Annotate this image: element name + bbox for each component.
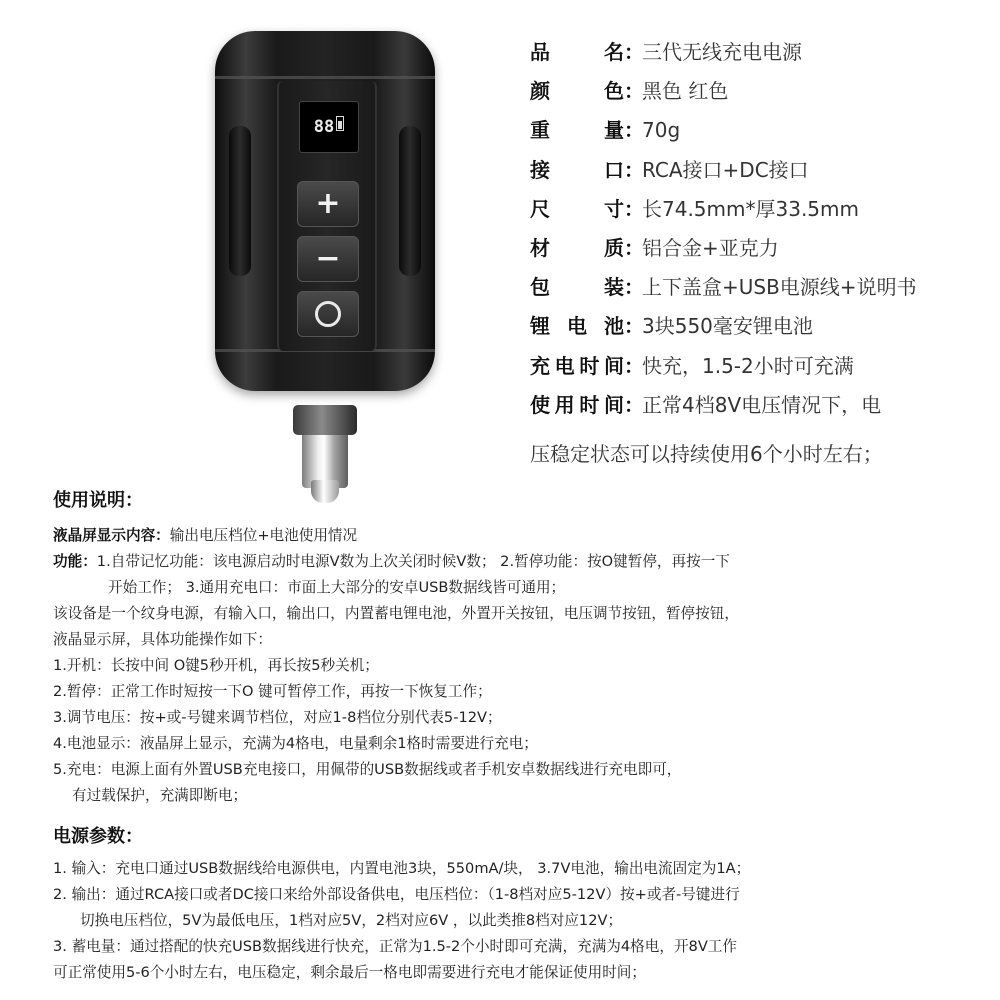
spec-label-char: 颜: [530, 79, 550, 104]
spec-label-char: 重: [530, 118, 550, 143]
spec-value: 三代无线充电电源: [642, 40, 802, 64]
spec-value: 3块550毫安锂电池: [642, 314, 813, 339]
spec-row: [530, 392, 990, 434]
param-output: 2. 输出：通过RCA接口或者DC接口来给外部设备供电，电压档位：（1-8档对应5-12V）按+或者-号键进行: [53, 886, 740, 903]
spec-row: [530, 316, 990, 355]
spec-colon: ：: [624, 235, 644, 260]
spec-label: [530, 353, 624, 378]
spec-colon: ：: [624, 392, 644, 417]
lcd-display: [299, 101, 359, 153]
spec-row: [530, 157, 990, 199]
spec-row: [530, 277, 990, 316]
minus-button: [297, 236, 359, 282]
step-charging-line-2: 有过载保护，充满即断电；: [72, 787, 248, 804]
spec-colon: ：: [624, 314, 644, 339]
spec-value: 长74.5mm*厚33.5mm: [642, 196, 859, 221]
battery-icon: [336, 116, 344, 131]
power-supply-body: [215, 31, 435, 391]
spec-label: [530, 118, 624, 143]
description-line-2: 液晶显示屏，具体功能操作如下：: [53, 631, 272, 648]
spec-value: 上下盖盒+USB电源线+说明书: [642, 275, 917, 300]
spec-colon: ：: [624, 196, 644, 221]
param-input: 1. 输入：充电口通过USB数据线给电源供电，内置电池3块，550mA/块， 3.7V电池，输出电流固定为1A；: [53, 860, 751, 877]
param-output-line-2: 切换电压档位，5V为最低电压，1档对应5V，2档对应6V ，以此类推8档对应12V；: [80, 912, 623, 929]
spec-row: [530, 81, 990, 120]
function-label: 功能：: [53, 553, 97, 570]
usage-heading: 使用说明：: [53, 490, 143, 511]
spec-label-char: 用: [554, 392, 575, 417]
spec-value: RCA接口+DC接口: [642, 157, 809, 182]
control-panel: [277, 81, 377, 351]
spec-label: [530, 196, 624, 221]
spec-label-char: 间: [603, 392, 624, 417]
spec-value: 黑色 红色: [642, 79, 729, 104]
spec-label: [530, 42, 624, 62]
spec-value-continuation: 压稳定状态可以持续使用6个小时左右；: [530, 442, 883, 466]
spec-row: [530, 353, 990, 395]
spec-label-char: 尺: [530, 196, 550, 221]
function-line-2: 开始工作； 3.通用充电口：市面上大部分的安卓USB数据线皆可通用；: [108, 579, 566, 596]
description-line-1: 该设备是一个纹身电源，有输入口，输出口，内置蓄电锂电池，外置开关按钮，电压调节按钮，暂停按钮，: [53, 605, 739, 622]
spec-label-char: 材: [530, 235, 550, 260]
lcd-line: [53, 524, 357, 545]
spec-label-char: 色: [604, 79, 624, 104]
spec-label-char: 质: [604, 235, 624, 260]
spec-label-char: 接: [530, 157, 550, 182]
spec-row: [530, 120, 990, 159]
spec-label-char: 量: [604, 118, 624, 143]
spec-label-char: 电: [567, 314, 587, 339]
spec-label-char: 锂: [530, 314, 550, 339]
rca-plug-tip: [311, 480, 339, 503]
param-capacity-line-2: 可正常使用5-6个小时左右，电压稳定，剩余最后一格电即需要进行充电才能保证使用时间；: [53, 964, 646, 981]
spec-label-char: 充: [530, 353, 550, 378]
spec-list: [530, 42, 990, 434]
spec-value: 正常4档8V电压情况下，电: [642, 392, 882, 417]
step-pause: 2.暂停：正常工作时短按一下O 键可暂停工作，再按一下恢复工作；: [53, 683, 492, 700]
spec-label-char: 电: [554, 353, 575, 378]
spec-colon: ：: [624, 353, 644, 378]
spec-label-char: 寸: [604, 196, 624, 221]
right-grip: [399, 126, 421, 276]
spec-label-char: 装: [604, 275, 624, 300]
left-grip: [229, 126, 251, 276]
minus-icon: −: [315, 241, 341, 276]
rca-plug-collar: [293, 405, 357, 435]
spec-label-char: 名: [604, 40, 624, 64]
spec-colon: ：: [624, 79, 644, 104]
function-line: [53, 550, 730, 571]
params-heading: 电源参数：: [53, 826, 143, 847]
spec-colon: ：: [624, 157, 644, 182]
power-ring-icon: [315, 301, 341, 327]
lcd-text: 输出电压档位+电池使用情况: [169, 527, 358, 544]
step-power-on: 1.开机：长按中间 O键5秒开机，再长按5秒关机；: [53, 657, 379, 674]
spec-row: [530, 235, 990, 277]
lcd-label: 液晶屏显示内容：: [53, 527, 170, 544]
spec-colon: ：: [624, 118, 644, 143]
spec-label-char: 时: [579, 353, 600, 378]
spec-label: [530, 275, 624, 300]
spec-label-char: 间: [603, 353, 624, 378]
spec-label-char: 时: [579, 392, 600, 417]
spec-label: [530, 314, 624, 339]
top-band: [215, 76, 435, 79]
plus-icon: +: [315, 186, 341, 221]
spec-label-char: 品: [530, 40, 550, 64]
spec-colon: ：: [624, 275, 644, 300]
power-button: [297, 291, 359, 337]
param-capacity: 3. 蓄电量：通过搭配的快充USB数据线进行快充，正常为1.5-2个小时即可充满，充满为4格电，开8V工作: [53, 938, 737, 955]
spec-row: [530, 42, 990, 81]
lcd-digits: 88: [313, 117, 335, 137]
spec-label: [530, 235, 624, 260]
spec-label: [530, 79, 624, 104]
function-text: 1.自带记忆功能：该电源启动时电源V数为上次关闭时候V数； 2.暂停功能：按O键暂停，再按一下: [96, 553, 730, 570]
product-image: [205, 25, 445, 505]
spec-label-char: 使: [530, 392, 550, 417]
spec-colon: ：: [624, 40, 644, 64]
spec-label: [530, 157, 624, 182]
step-battery-display: 4.电池显示：液晶屏上显示，充满为4格电，电量剩余1格时需要进行充电；: [53, 735, 538, 752]
spec-label-char: 池: [604, 314, 624, 339]
spec-row: [530, 196, 990, 238]
step-adjust-voltage: 3.调节电压：按+或-号键来调节档位，对应1-8档位分别代表5-12V；: [53, 709, 502, 726]
spec-label-char: 口: [604, 157, 624, 182]
spec-value: 快充，1.5-2小时可充满: [642, 353, 854, 378]
spec-value: 70g: [642, 118, 681, 143]
spec-label: [530, 392, 624, 417]
spec-value: 铝合金+亚克力: [642, 235, 779, 260]
spec-label-char: 包: [530, 275, 550, 300]
step-charging: 5.充电：电源上面有外置USB充电接口，用佩带的USB数据线或者手机安卓数据线进行充电即可，: [53, 761, 682, 778]
plus-button: [297, 181, 359, 227]
